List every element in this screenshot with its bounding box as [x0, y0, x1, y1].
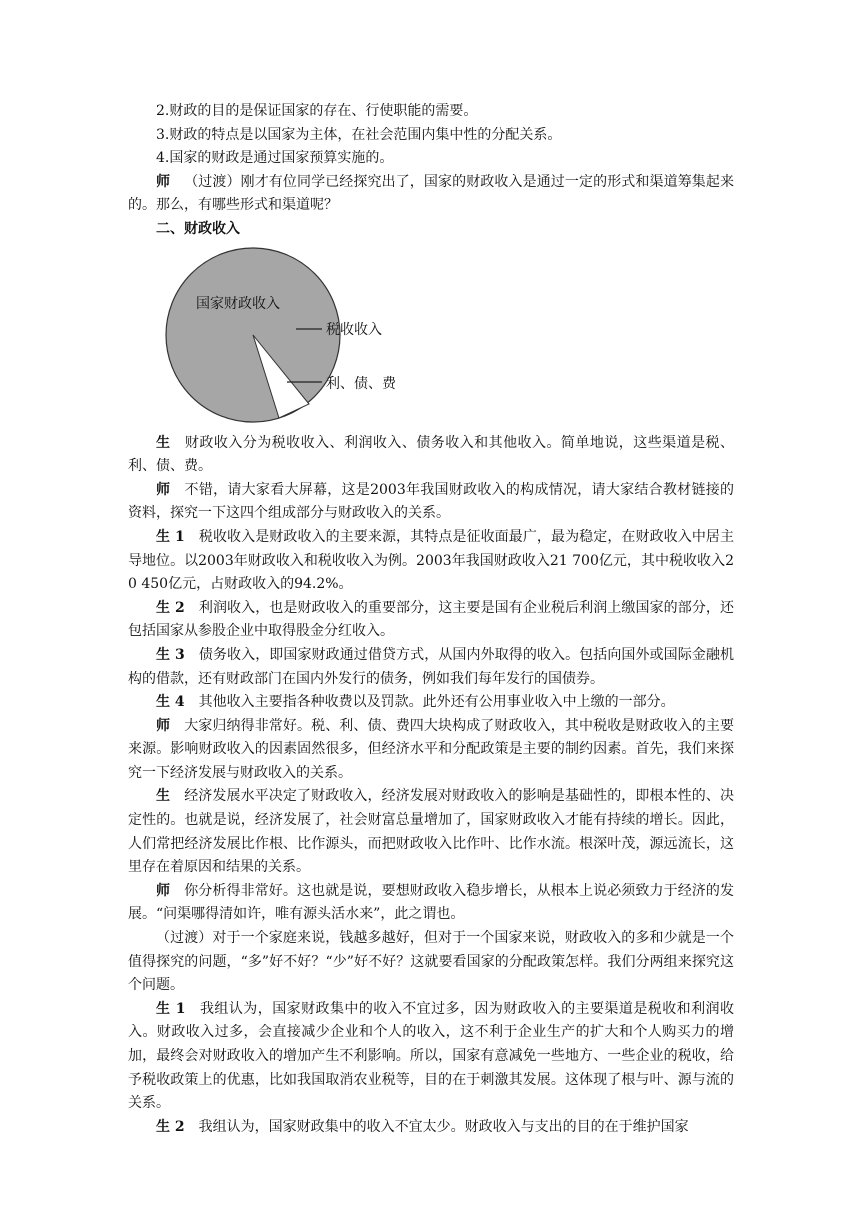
- speaker-label: 生 1: [156, 528, 185, 545]
- dialogue-paragraph: [128, 927, 734, 998]
- document-body: [128, 100, 734, 1139]
- speaker-label: 生 3: [156, 646, 185, 663]
- dialogue-text: 我组认为，国家财政集中的收入不宜过多，因为财政收入的主要渠道是税收和利润收入。财政收入过多，会直接减少企业和个人的收入，这不利于企业生产的扩大和个人购买力的增加，最终会对财政收入的增加产生不利影响。所以，国家有意减免一些地方、一些企业的税收，给予税收政策上的优惠，比如我国取消农业税等，目的在于刺激其发展。这体现了根与叶、源与流的关系。: [128, 1000, 734, 1112]
- dialogue-text: 税收收入是财政收入的主要来源，其特点是征收面最广，最为稳定，在财政收入中居主导地位。以2003年财政收入和税收收入为例。2003年我国财政收入21 700亿元，其中税收收入20 450亿元，占财政收入的94.2%。: [128, 528, 735, 593]
- speaker-label: 师: [156, 173, 171, 190]
- speaker-label: 生 1: [156, 1000, 186, 1017]
- speaker-label: 师: [156, 717, 171, 734]
- speaker-label: 生: [156, 788, 171, 805]
- dialogue-paragraph: [128, 644, 734, 691]
- dialogue-text: 我组认为，国家财政集中的收入不宜太少。财政收入与支出的目的在于维护国家: [198, 1118, 689, 1135]
- speaker-label: 师: [156, 882, 171, 899]
- dialogue-paragraph: [128, 715, 734, 786]
- dialogue-paragraph: [128, 880, 734, 927]
- dialogue-text: 你分析得非常好。这也就是说，要想财政收入稳步增长，从根本上说必须致力于经济的发展。“问渠哪得清如许，唯有源头活水来”，此之谓也。: [128, 882, 735, 923]
- dialogue-paragraph: [128, 998, 734, 1116]
- list-item: 3.财政的特点是以国家为主体，在社会范围内集中性的分配关系。: [156, 126, 562, 143]
- speaker-label: 师: [156, 481, 171, 498]
- list-item: 2.财政的目的是保证国家的存在、行使职能的需要。: [156, 103, 478, 119]
- speaker-label: 生 4: [156, 694, 185, 711]
- list-item: 4.国家的财政是通过国家预算实施的。: [156, 150, 394, 167]
- speaker-label: 生 2: [156, 599, 185, 616]
- dialogue-text: 大家归纳得非常好。税、利、债、费四大块构成了财政收入，其中税收是财政收入的主要来源。影响财政收入的因素固然很多，但经济水平和分配政策是主要的制约因素。首先，我们来探究一下经济发展与财政收入的关系。: [128, 717, 735, 781]
- pie-label-tax: 税收收入: [326, 321, 382, 338]
- pie-label-other: 利、债、费: [326, 375, 396, 392]
- dialogue-text: 经济发展水平决定了财政收入，经济发展对财政收入的影响是基础性的，即根本性的、决定性的。也就是说，经济发展了，社会财富总量增加了，国家财政收入才能有持续的增长。因此，人们常把经济发展比作根、比作源头，而把财政收入比作叶、比作水流。根深叶茂，源远流长，这里存在着原因和结果的关系。: [128, 788, 735, 876]
- dialogue-text: 其他收入主要指各种收费以及罚款。此外还有公用事业收入中上缴的一部分。: [198, 694, 675, 711]
- dialogue-paragraph: [128, 479, 734, 526]
- speaker-label: 生: [156, 434, 171, 451]
- revenue-pie-figure: [128, 246, 734, 424]
- pie-label-main: 国家财政收入: [196, 295, 280, 312]
- dialogue-text: 财政收入分为税收收入、利润收入、债务收入和其他收入。简单地说，这些渠道是税、利、债、费。: [128, 434, 735, 475]
- dialogue-paragraph: [128, 691, 734, 715]
- dialogue-text: 债务收入，即国家财政通过借贷方式，从国内外取得的收入。包括向国外或国际金融机构的借款，还有财政部门在国内外发行的债务，例如我们每年发行的国债券。: [128, 646, 735, 687]
- dialogue-text: （过渡）刚才有位同学已经探究出了，国家的财政收入是通过一定的形式和渠道筹集起来的。那么，有哪些形式和渠道呢？: [128, 173, 735, 214]
- dialogue-paragraph: [128, 597, 734, 644]
- dialogue-paragraph: [128, 432, 734, 479]
- dialogue-text: 不错，请大家看大屏幕，这是2003年我国财政收入的构成情况，请大家结合教材链接的资料，探究一下这四个组成部分与财政收入的关系。: [128, 481, 734, 522]
- dialogue-paragraph: [128, 1116, 734, 1140]
- dialogue-text: 利润收入，也是财政收入的重要部分，这主要是国有企业税后利润上缴国家的部分，还包括国家从参股企业中取得股金分红收入。: [128, 599, 735, 640]
- dialogue-section: [128, 432, 734, 1140]
- dialogue-paragraph: [128, 526, 734, 597]
- dialogue-text: （过渡）对于一个家庭来说，钱越多越好，但对于一个国家来说，财政收入的多和少就是一个值得探究的问题，“多”好不好？“少”好不好？这就要看国家的分配政策怎样。我们分两组来探究这个问题。: [128, 930, 734, 994]
- pie-diagram: [158, 246, 458, 424]
- dialogue-paragraph: [128, 171, 734, 218]
- dialogue-paragraph: [128, 785, 734, 879]
- speaker-label: 生 2: [156, 1118, 185, 1135]
- section-heading: 二、财政收入: [156, 220, 240, 237]
